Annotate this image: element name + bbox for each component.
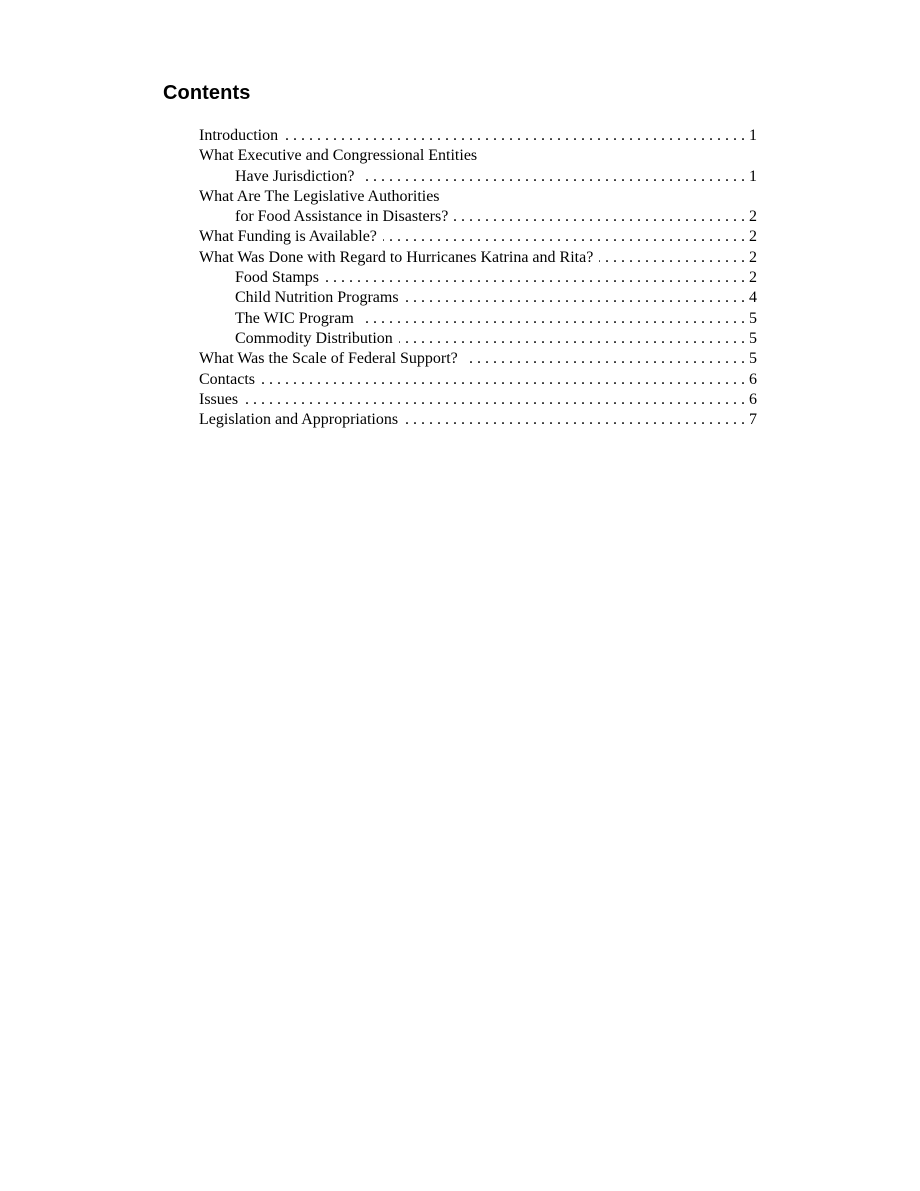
toc-page-number: 1 [749, 167, 757, 185]
toc-entry[interactable] [199, 309, 757, 329]
toc-page-number: 5 [749, 329, 757, 347]
toc-dot-leader [284, 126, 745, 146]
toc-page-number: 2 [749, 208, 757, 226]
toc-dot-leader [464, 349, 745, 369]
toc-page-number: 5 [749, 350, 757, 368]
toc-entry-title: What Executive and Congressional Entities [199, 147, 478, 165]
toc-dot-leader [325, 268, 745, 288]
toc-dot-leader [383, 227, 745, 247]
toc-dot-leader [361, 167, 745, 187]
toc-entry[interactable] [199, 329, 757, 349]
toc-entry[interactable] [199, 349, 757, 369]
toc-entry-title: What Was Done with Regard to Hurricanes Katrina and Rita? [199, 248, 594, 266]
toc-entry[interactable] [199, 227, 757, 247]
toc-page-number: 6 [749, 390, 757, 408]
toc-page-number: 4 [749, 289, 757, 307]
toc-entry-title: Legislation and Appropriations [199, 411, 399, 429]
toc-page-number: 2 [749, 269, 757, 287]
toc-dot-leader [399, 329, 745, 349]
toc-entry[interactable] [199, 167, 757, 187]
toc-dot-leader [454, 207, 745, 227]
toc-entry-title: Contacts [199, 370, 255, 388]
toc-entry[interactable] [199, 187, 757, 207]
toc-entry[interactable] [199, 268, 757, 288]
toc-dot-leader [244, 390, 745, 410]
toc-entry-title: Food Stamps [235, 269, 320, 287]
toc-dot-leader [360, 309, 745, 329]
toc-dot-leader [261, 370, 745, 390]
toc-entry-title: What Was the Scale of Federal Support? [199, 350, 458, 368]
toc-entry[interactable] [199, 410, 757, 430]
toc-page-number: 1 [749, 127, 757, 144]
toc-entry[interactable] [199, 126, 757, 146]
toc-entry-title: for Food Assistance in Disasters? [235, 208, 449, 226]
toc-entry[interactable] [199, 390, 757, 410]
toc-dot-leader [599, 248, 745, 268]
contents-heading: Contents [163, 82, 251, 104]
toc-entry[interactable] [199, 146, 757, 166]
toc-entry[interactable] [199, 288, 757, 308]
toc-entry-title: Issues [199, 390, 239, 408]
table-of-contents [199, 126, 757, 430]
toc-entry-title: What Are The Legislative Authorities [199, 187, 440, 205]
toc-entry[interactable] [199, 207, 757, 227]
toc-page-number: 5 [749, 309, 757, 327]
toc-entry[interactable] [199, 370, 757, 390]
toc-page-number: 6 [749, 370, 757, 388]
toc-entry-title: Commodity Distribution [235, 329, 393, 347]
toc-entry-title: Child Nutrition Programs [235, 289, 399, 307]
toc-dot-leader [405, 288, 745, 308]
toc-page-number: 7 [749, 411, 757, 429]
toc-entry-title: Introduction [199, 127, 279, 144]
toc-page-number: 2 [749, 228, 757, 246]
toc-entry-title: The WIC Program [235, 309, 354, 327]
toc-entry-title: Have Jurisdiction? [235, 167, 355, 185]
toc-page-number: 2 [749, 248, 757, 266]
toc-dot-leader [404, 410, 745, 430]
toc-entry-title: What Funding is Available? [199, 228, 377, 246]
toc-entry[interactable] [199, 248, 757, 268]
